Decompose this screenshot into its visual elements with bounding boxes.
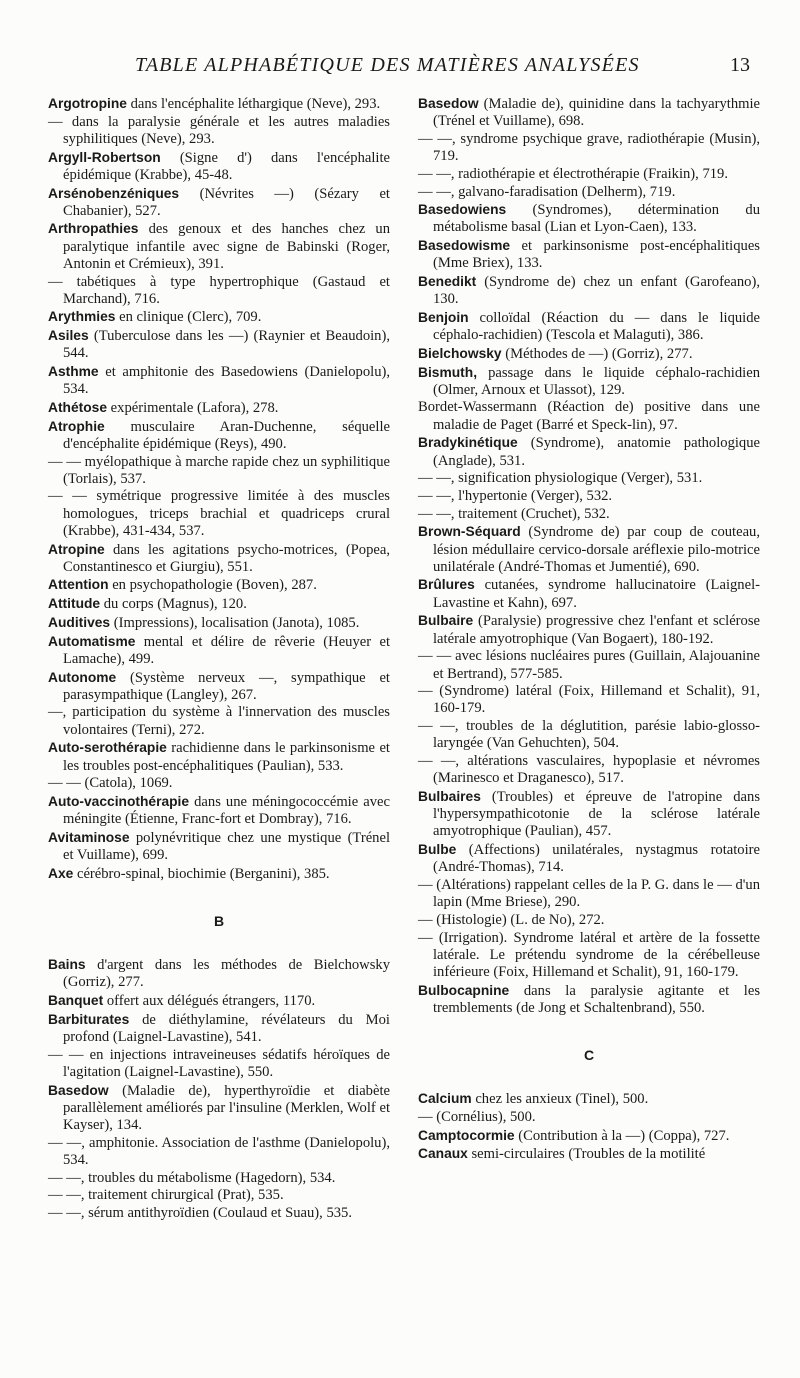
entry-text: (Impressions), localisation (Janota), 1085. <box>110 614 360 631</box>
index-entry <box>418 912 760 929</box>
entry-text: polynévritique chez une mystique (Trénel et Vuillame), 699. <box>63 829 390 864</box>
entry-headword: Benjoin <box>418 309 469 325</box>
entry-headword: Brûlures <box>418 577 475 593</box>
index-entry <box>418 434 760 469</box>
entry-headword: Autonome <box>48 669 117 685</box>
entry-text: — —, amphitonie. Association de l'asthme (Danielopolu), 534. <box>48 1134 390 1168</box>
index-entry <box>418 273 760 308</box>
entry-headword: Basedowisme <box>418 238 511 254</box>
index-entry <box>48 633 390 668</box>
index-entry <box>48 488 390 540</box>
entry-text: — —, l'hypertonie (Verger), 532. <box>418 487 613 504</box>
index-entry <box>418 1127 760 1145</box>
index-entry <box>418 201 760 236</box>
entry-text: — dans la paralysie générale et les autres maladies syphilitiques (Neve), 293. <box>48 113 390 147</box>
entry-headword: Avitaminose <box>48 829 130 845</box>
entry-text: (Paralysie) progressive chez l'enfant et sclérose latérale amyotrophique (Van Bogaert), 180-192. <box>433 613 760 647</box>
entry-text: musculaire Aran-Duchenne, séquelle d'encéphalite épidémique (Reys), 490. <box>63 418 390 452</box>
index-entry <box>48 454 390 488</box>
index-entry <box>48 399 390 417</box>
index-entry <box>418 612 760 647</box>
entry-text: mental et délire de rêverie (Heuyer et Lamache), 499. <box>63 633 390 667</box>
entry-text: dans les agitations psycho-motrices, (Popea, Constantinesco et Giurgiu), 551. <box>63 541 390 575</box>
index-entry <box>418 184 760 201</box>
entry-text: semi-circulaires (Troubles de la motilité <box>467 1146 706 1163</box>
entry-text: — —, traitement (Cruchet), 532. <box>418 505 610 522</box>
entry-text: expérimentale (Lafora), 278. <box>107 399 279 416</box>
entry-text: — — symétrique progressive limitée à des muscles homologues, triceps brachial et quadriceps crural (Krabbe), 431-434, 537. <box>48 488 390 539</box>
index-entry <box>418 237 760 272</box>
index-entry <box>418 982 760 1017</box>
entry-text: cutanées, syndrome hallucinatoire (Laignel-Lavastine et Kahn), 697. <box>433 577 760 611</box>
entry-text: cérébro-spinal, biochimie (Berganini), 385. <box>73 865 330 882</box>
entry-text: — —, signification physiologique (Verger), 531. <box>418 470 703 487</box>
entry-text: (Syndromes), détermination du métabolisme basal (Lian et Lyon-Caen), 133. <box>433 202 760 236</box>
entry-text: rachidienne dans le parkinsonisme et les troubles post-encéphalitiques (Paulian), 533. <box>63 740 390 774</box>
entry-text: — —, troubles de la déglutition, parésie labio-glosso-laryngée (Van Gehuchten), 504. <box>418 718 760 752</box>
entry-text: offert aux délégués étrangers, 1170. <box>103 993 316 1010</box>
entry-headword: Benedikt <box>418 274 477 290</box>
entry-headword: Bulbocapnine <box>418 982 510 998</box>
entry-text: — —, galvano-faradisation (Delherm), 719. <box>418 183 676 200</box>
index-entry <box>418 470 760 487</box>
entry-text: (Maladie de), hyperthyroïdie et diabète parallèlement améliorés par l'insuline (Merklen, Wolf et Kayser), 134. <box>63 1082 390 1133</box>
entry-headword: Auditives <box>48 614 111 630</box>
entry-headword: Attitude <box>48 596 101 612</box>
index-entry <box>48 95 390 113</box>
entry-headword: Arsénobenzéniques <box>48 185 180 201</box>
index-entry <box>418 523 760 576</box>
entry-text: — (Irrigation). Syndrome latéral et artère de la fossette latérale. Le prétendu syndrome de la cérébelleuse inférieure (Foix, Hillemand et Schalit), 91, 160-179. <box>418 929 760 980</box>
index-entry <box>418 1145 760 1163</box>
entry-headword: Basedow <box>418 96 479 111</box>
index-entry <box>48 793 390 828</box>
entry-text: (Tuberculose dans les —) (Raynier et Beaudoin), 544. <box>63 328 390 362</box>
entry-text: (Système nerveux —, sympathique et parasympathique (Langley), 267. <box>63 669 390 703</box>
entry-text: — —, syndrome psychique grave, radiothérapie (Musin), 719. <box>418 130 760 165</box>
index-entry <box>418 506 760 523</box>
entry-text: dans la paralysie agitante et les tremblements (de Jong et Schaltenbrand), 550. <box>433 982 760 1016</box>
index-entry <box>48 775 390 792</box>
page-title: TABLE ALPHABÉTIQUE DES MATIÈRES ANALYSÉES <box>135 54 640 76</box>
entry-text: d'argent dans les méthodes de Bielchowsky (Gorriz), 277. <box>63 957 390 991</box>
index-entry <box>48 614 390 632</box>
entry-text: (Contribution à la —) (Coppa), 727. <box>514 1127 730 1144</box>
index-entry <box>48 541 390 576</box>
index-entry <box>48 1205 390 1222</box>
page-header <box>0 50 800 86</box>
entry-text: du corps (Magnus), 120. <box>100 596 247 613</box>
entry-text: Bordet-Wassermann (Réaction de) positive dans une maladie de Paget (Barré et Speck-lin), 97. <box>418 399 760 433</box>
entry-headword: Arythmies <box>48 309 116 325</box>
index-entry <box>418 364 760 399</box>
left-column <box>48 95 390 1223</box>
entry-text: colloïdal (Réaction du — dans le liquide céphalo-rachidien) (Tescola et Malaguti), 386. <box>433 309 760 344</box>
right-column <box>418 95 760 1164</box>
entry-text: (Syndrome de) chez un enfant (Garofeano), 130. <box>433 274 760 308</box>
index-entry <box>48 418 390 453</box>
entry-headword: Brown-Séquard <box>418 524 521 540</box>
entry-text: — — avec lésions nucléaires pures (Guillain, Alajouanine et Bertrand), 577-585. <box>418 648 760 682</box>
index-entry <box>48 308 390 326</box>
entry-headword: Camptocormie <box>418 1127 515 1143</box>
entry-text: et amphitonie des Basedowiens (Danielopolu), 534. <box>63 364 390 398</box>
index-entry <box>48 829 390 864</box>
entry-text: des genoux et des hanches chez un paralytique infantile avec signe de Babinski (Roger, Antonin et Crémieux), 391. <box>63 221 390 272</box>
entry-headword: Banquet <box>48 993 104 1009</box>
index-entry <box>48 1011 390 1046</box>
index-entry <box>48 576 390 594</box>
index-entry <box>418 576 760 611</box>
index-entry <box>418 345 760 363</box>
entry-headword: Bulbaires <box>418 788 481 804</box>
entry-text: (Affections) unilatérales, nystagmus rotatoire (André-Thomas), 714. <box>433 842 760 876</box>
entry-headword: Barbiturates <box>48 1011 130 1027</box>
index-entry <box>48 595 390 613</box>
index-entry <box>48 669 390 704</box>
entry-headword: Attention <box>48 577 109 593</box>
index-entry <box>418 1090 760 1108</box>
index-entry <box>48 956 390 991</box>
entry-text: — — (Catola), 1069. <box>48 775 173 792</box>
index-entry <box>418 309 760 344</box>
entry-headword: Bielchowsky <box>418 345 502 361</box>
entry-text: (Signe d') dans l'encéphalite épidémique (Krabbe), 45-48. <box>63 149 390 183</box>
entry-headword: Auto-serothérapie <box>48 740 167 756</box>
entry-text: — (Syndrome) latéral (Foix, Hillemand et Schalit), 91, 160-179. <box>418 683 760 717</box>
index-entry <box>418 930 760 982</box>
index-entry <box>48 865 390 883</box>
entry-text: — (Cornélius), 500. <box>418 1108 536 1125</box>
entry-text: (Maladie de), quinidine dans la tachyarythmie (Trénel et Vuillame), 698. <box>433 96 760 130</box>
entry-headword: Argotropine <box>48 96 127 111</box>
entry-text: — —, sérum antithyroïdien (Coulaud et Suau), 535. <box>48 1204 352 1221</box>
index-entry <box>48 704 390 738</box>
index-entry <box>418 1109 760 1126</box>
index-entry <box>48 114 390 148</box>
index-entry <box>48 1170 390 1187</box>
index-entry <box>48 274 390 308</box>
index-entry <box>418 877 760 911</box>
entry-text: — —, radiothérapie et électrothérapie (Fraikin), 719. <box>418 165 728 182</box>
entry-headword: Axe <box>48 865 74 881</box>
entry-text: dans l'encéphalite léthargique (Neve), 293. <box>126 96 381 112</box>
index-entry <box>48 327 390 362</box>
entry-text: — —, altérations vasculaires, hypoplasie et névromes (Marinesco et Draganesco), 517. <box>418 753 760 787</box>
page-number: 13 <box>730 54 750 76</box>
entry-headword: Basedowiens <box>418 202 507 218</box>
entry-headword: Arthropathies <box>48 221 139 237</box>
index-entry <box>418 488 760 505</box>
entry-headword: Calcium <box>418 1091 472 1107</box>
entry-text: de diéthylamine, révélateurs du Moi profond (Laignel-Lavastine), 541. <box>63 1011 390 1045</box>
entry-text: (Névrites —) (Sézary et Chabanier), 527. <box>63 185 390 219</box>
index-entry <box>418 718 760 752</box>
index-entry <box>48 363 390 398</box>
entry-text: — — en injections intraveineuses sédatifs héroïques de l'agitation (Laignel-Lavastine), 550. <box>48 1046 390 1080</box>
entry-headword: Atropine <box>48 541 105 557</box>
entry-headword: Automatisme <box>48 633 136 649</box>
entry-text: —, participation du système à l'innervation des muscles volontaires (Terni), 272. <box>48 704 390 738</box>
entry-headword: Atrophie <box>48 418 105 434</box>
entry-text: (Syndrome), anatomie pathologique (Anglade), 531. <box>433 435 760 469</box>
index-entry <box>418 683 760 717</box>
index-entry <box>48 1187 390 1204</box>
index-entry <box>418 131 760 165</box>
entry-text: — (Histologie) (L. de No), 272. <box>418 911 605 928</box>
index-entry <box>48 185 390 220</box>
entry-headword: Auto-vaccinothérapie <box>48 793 190 809</box>
index-entry <box>418 166 760 183</box>
index-entry <box>48 1047 390 1081</box>
entry-text: — — myélopathique à marche rapide chez un syphilitique (Torlais), 537. <box>48 453 390 487</box>
index-entry <box>418 788 760 841</box>
entry-text: — tabétiques à type hypertrophique (Gastaud et Marchand), 716. <box>48 273 390 307</box>
entry-text: en psychopathologie (Boven), 287. <box>108 577 317 594</box>
entry-headword: Asiles <box>48 328 89 344</box>
entry-headword: Canaux <box>418 1146 468 1162</box>
entry-text: — (Altérations) rappelant celles de la P. G. dans le — d'un lapin (Mme Briese), 290. <box>418 876 760 911</box>
entry-text: passage dans le liquide céphalo-rachidien (Olmer, Arnoux et Ulassot), 129. <box>433 364 760 398</box>
index-entry <box>48 149 390 184</box>
entry-headword: Bismuth, <box>418 364 478 380</box>
index-entry <box>418 399 760 433</box>
entry-headword: Asthme <box>48 364 99 380</box>
index-entry <box>48 1135 390 1169</box>
index-entry <box>418 648 760 682</box>
entry-text: (Méthodes de —) (Gorriz), 277. <box>501 345 693 362</box>
section-letter: B <box>213 912 225 929</box>
entry-headword: Athétose <box>48 399 108 415</box>
index-entry <box>48 739 390 774</box>
index-entry <box>418 753 760 787</box>
entry-headword: Basedow <box>48 1082 109 1098</box>
index-entry <box>418 841 760 876</box>
entry-text: — —, troubles du métabolisme (Hagedorn), 534. <box>48 1169 336 1186</box>
index-entry <box>48 1082 390 1135</box>
entry-headword: Bradykinétique <box>418 435 518 451</box>
index-entry <box>418 95 760 130</box>
entry-text: chez les anxieux (Tinel), 500. <box>471 1091 649 1108</box>
entry-text: (Troubles) et épreuve de l'atropine dans l'hypersympathicotonie de la sclérose latérale amyotrophique (Paulian), 457. <box>433 788 760 840</box>
index-entry <box>48 992 390 1010</box>
entry-headword: Bulbaire <box>418 613 474 629</box>
entry-headword: Argyll-Robertson <box>48 149 161 165</box>
entry-text: dans une méningococcémie avec méningite (Étienne, Franc-fort et Dombray), 716. <box>63 793 390 828</box>
entry-headword: Bains <box>48 957 86 973</box>
entry-text: (Syndrome de) par coup de couteau, lésion médullaire cervico-dorsale aréflexie pilo-motrice unilatérale (André-Thomas et Jumentié), 690. <box>433 524 760 575</box>
section-letter: C <box>583 1047 595 1064</box>
entry-text: — —, traitement chirurgical (Prat), 535. <box>48 1187 284 1204</box>
entry-text: et parkinsonisme post-encéphalitiques (Mme Briex), 133. <box>433 238 760 272</box>
index-entry <box>48 220 390 273</box>
entry-headword: Bulbe <box>418 842 457 858</box>
entry-text: en clinique (Clerc), 709. <box>115 309 262 326</box>
